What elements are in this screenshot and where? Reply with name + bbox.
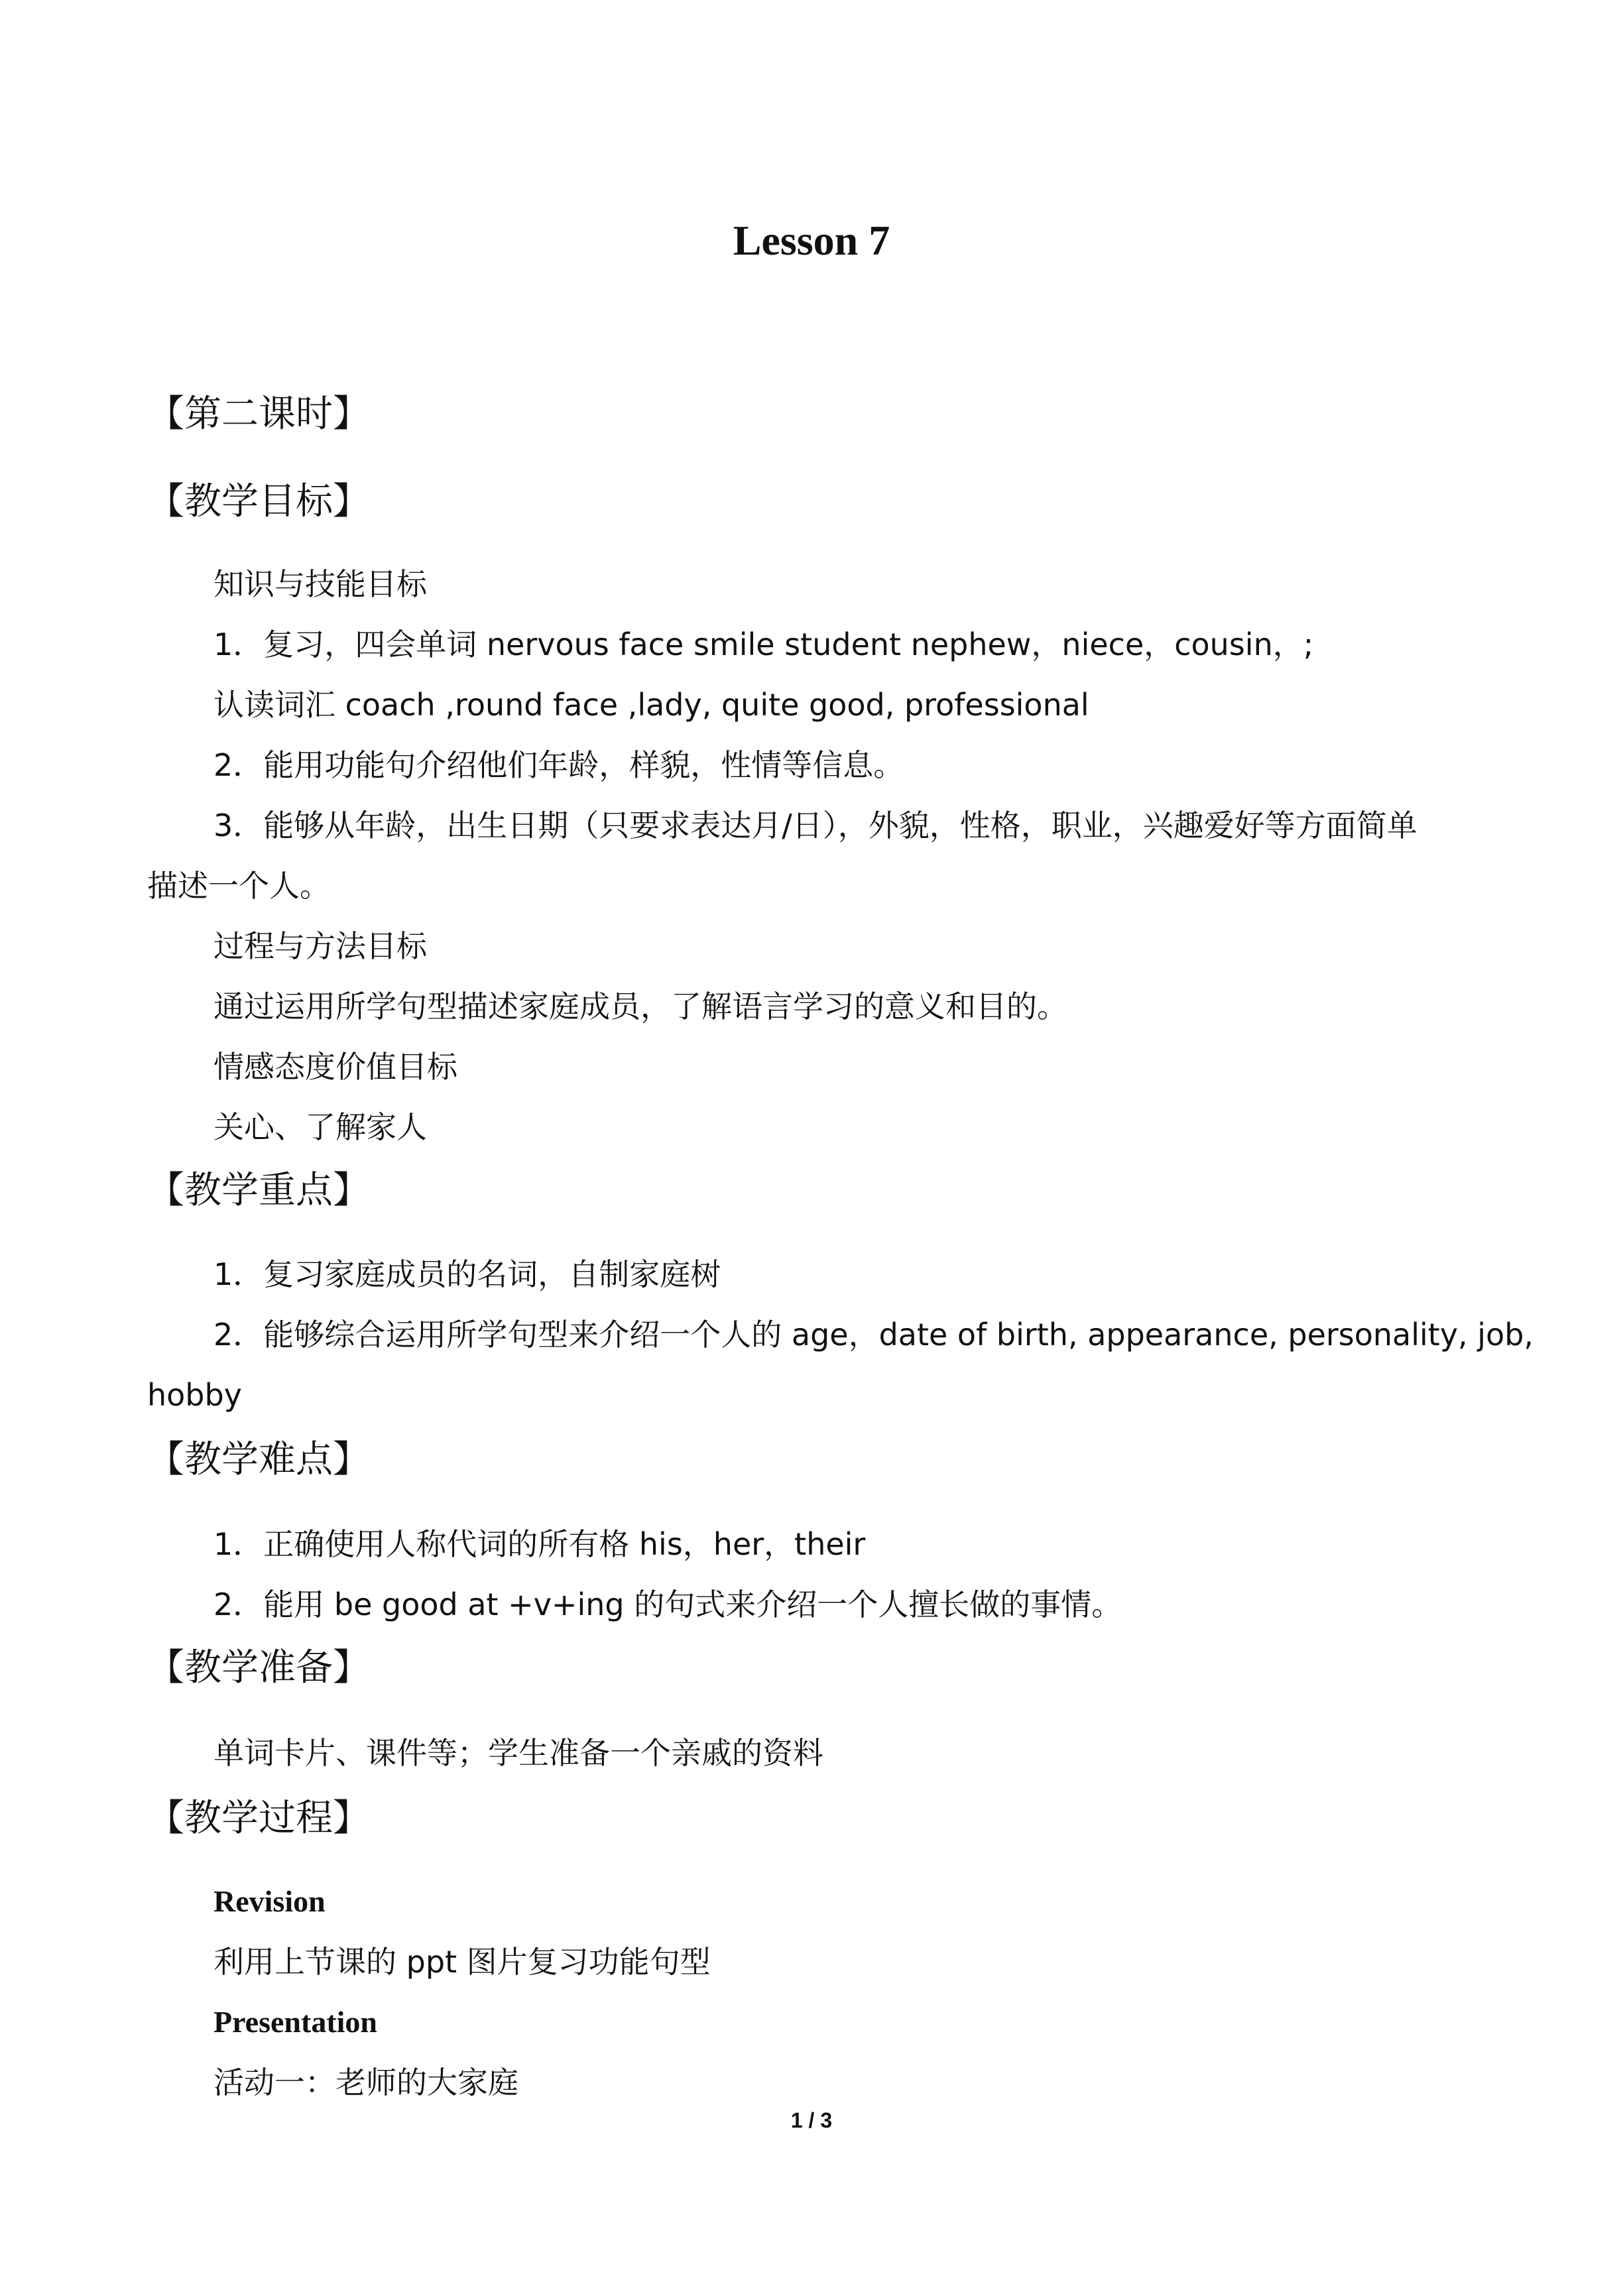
objectives-heading: 【教学目标】 (147, 480, 370, 523)
preparation-text: 单词卡片、课件等；学生准备一个亲戚的资料 (213, 1735, 823, 1771)
difficulties-heading: 【教学难点】 (147, 1438, 370, 1481)
key-point-item-2-line-2: hobby (147, 1377, 242, 1413)
objective-item-1: 1．复习，四会单词 nervous face smile student nephew，niece，cousin，; (213, 627, 1314, 662)
process-method-label: 过程与方法目标 (213, 928, 427, 964)
objective-item-2: 2．能用功能句介绍他们年龄，样貌，性情等信息。 (213, 747, 904, 783)
key-point-item-1: 1．复习家庭成员的名词，自制家庭树 (213, 1256, 721, 1292)
difficulty-item-1: 1．正确使用人称代词的所有格 his，her，their (213, 1526, 866, 1562)
page-title: Lesson 7 (733, 217, 890, 264)
process-method-text: 通过运用所学句型描述家庭成员，了解语言学习的意义和目的。 (213, 989, 1067, 1024)
activity-1-text: 活动一：老师的大家庭 (213, 2065, 518, 2100)
teaching-process-heading: 【教学过程】 (147, 1797, 370, 1840)
key-points-heading: 【教学重点】 (147, 1169, 370, 1212)
page-number: 1 / 3 (790, 2108, 833, 2132)
emotion-attitude-text: 关心、了解家人 (213, 1109, 427, 1145)
objective-item-1-vocab: 认读词汇 coach ,round face ,lady, quite good, professional (213, 687, 1089, 723)
presentation-label: Presentation (213, 2005, 378, 2039)
objective-item-3-line-1: 3．能够从年龄，出生日期（只要求表达月/日），外貌，性格，职业，兴趣爱好等方面简单 (213, 808, 1417, 843)
emotion-attitude-label: 情感态度价值目标 (213, 1049, 457, 1085)
objective-item-3-line-2: 描述一个人。 (147, 868, 330, 904)
section-period-heading: 【第二课时】 (147, 393, 370, 436)
key-point-item-2-line-1: 2．能够综合运用所学句型来介绍一个人的 age，date of birth, appearance, personality, job, (213, 1317, 1534, 1353)
preparation-heading: 【教学准备】 (147, 1646, 370, 1689)
difficulty-item-2: 2．能用 be good at +v+ing 的句式来介绍一个人擅长做的事情。 (213, 1587, 1122, 1622)
revision-text: 利用上节课的 ppt 图片复习功能句型 (213, 1944, 711, 1980)
knowledge-skills-label: 知识与技能目标 (213, 566, 427, 602)
revision-label: Revision (213, 1884, 326, 1918)
